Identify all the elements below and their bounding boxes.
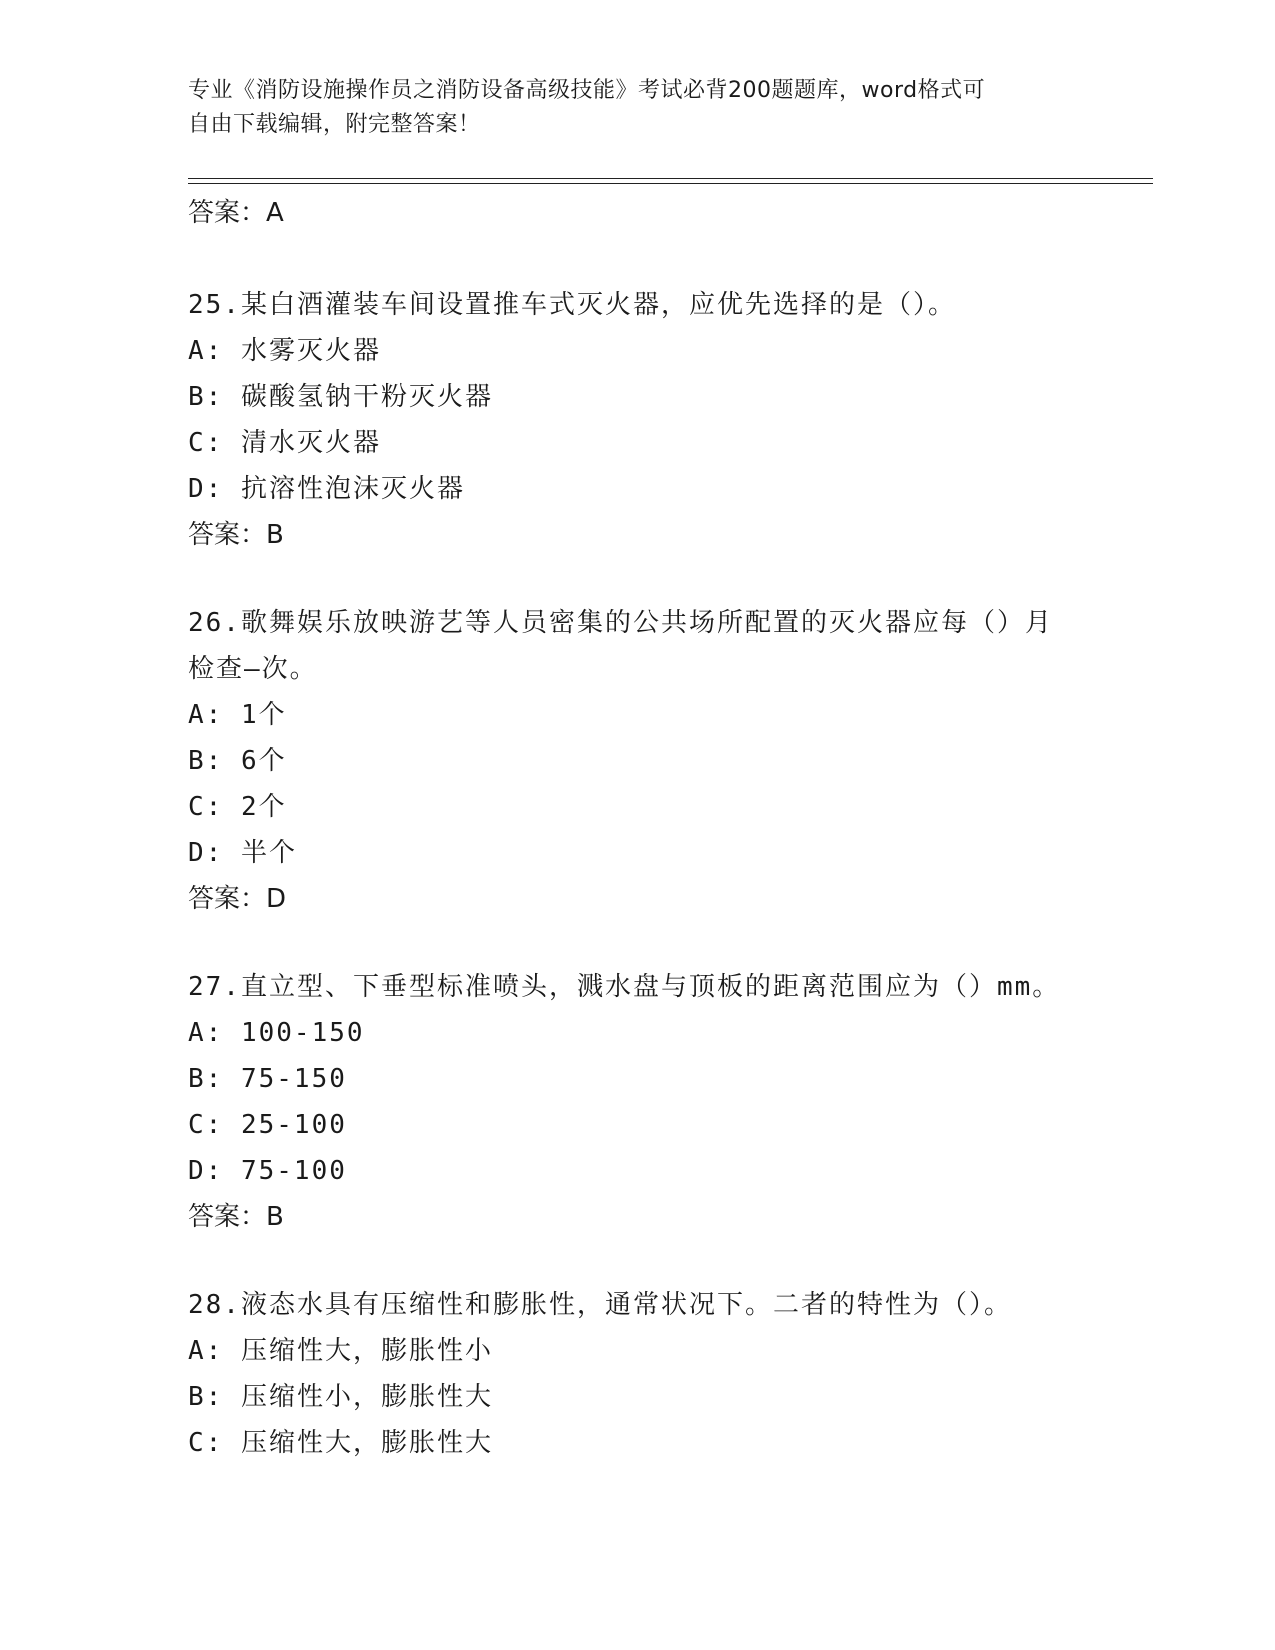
header-rule-top xyxy=(188,178,1153,179)
option-b: B: 75-150 xyxy=(188,1064,347,1094)
document-header xyxy=(188,74,1068,142)
answer: 答案：D xyxy=(188,884,287,914)
question-text-line-2: 检查—次。 xyxy=(188,654,318,684)
question-text: 28.液态水具有压缩性和膨胀性，通常状况下。二者的特性为（）。 xyxy=(188,1290,1012,1320)
question-text: 25.某白酒灌装车间设置推车式灭火器，应优先选择的是（）。 xyxy=(188,290,956,320)
option-a: A: 压缩性大，膨胀性小 xyxy=(188,1336,493,1366)
option-d: D: 抗溶性泡沫灭火器 xyxy=(188,474,465,504)
question-text-line-1: 26.歌舞娱乐放映游艺等人员密集的公共场所配置的灭火器应每（）月 xyxy=(188,608,1053,638)
question-text: 27.直立型、下垂型标准喷头，溅水盘与顶板的距离范围应为（）mm。 xyxy=(188,972,1061,1002)
question-27 xyxy=(188,964,1088,1240)
header-rule-bottom xyxy=(188,183,1153,184)
option-a: A: 水雾灭火器 xyxy=(188,336,381,366)
option-c: C: 2个 xyxy=(188,792,287,822)
previous-answer: 答案：A xyxy=(188,198,284,228)
answer: 答案：B xyxy=(188,520,284,550)
question-26 xyxy=(188,600,1088,922)
question-28 xyxy=(188,1282,1088,1466)
option-a: A: 1个 xyxy=(188,700,287,730)
option-b: B: 6个 xyxy=(188,746,287,776)
option-b: B: 碳酸氢钠干粉灭火器 xyxy=(188,382,493,412)
header-line-1: 专业《消防设施操作员之消防设备高级技能》考试必背200题题库，word格式可 xyxy=(188,78,986,103)
option-c: C: 压缩性大，膨胀性大 xyxy=(188,1428,493,1458)
question-list xyxy=(188,190,1088,1466)
option-d: D: 半个 xyxy=(188,838,297,868)
option-d: D: 75-100 xyxy=(188,1156,347,1186)
answer: 答案：B xyxy=(188,1202,284,1232)
option-c: C: 25-100 xyxy=(188,1110,347,1140)
option-a: A: 100-150 xyxy=(188,1018,365,1048)
header-line-2: 自由下载编辑，附完整答案！ xyxy=(188,112,481,137)
question-25 xyxy=(188,282,1088,558)
option-c: C: 清水灭火器 xyxy=(188,428,381,458)
option-b: B: 压缩性小，膨胀性大 xyxy=(188,1382,493,1412)
